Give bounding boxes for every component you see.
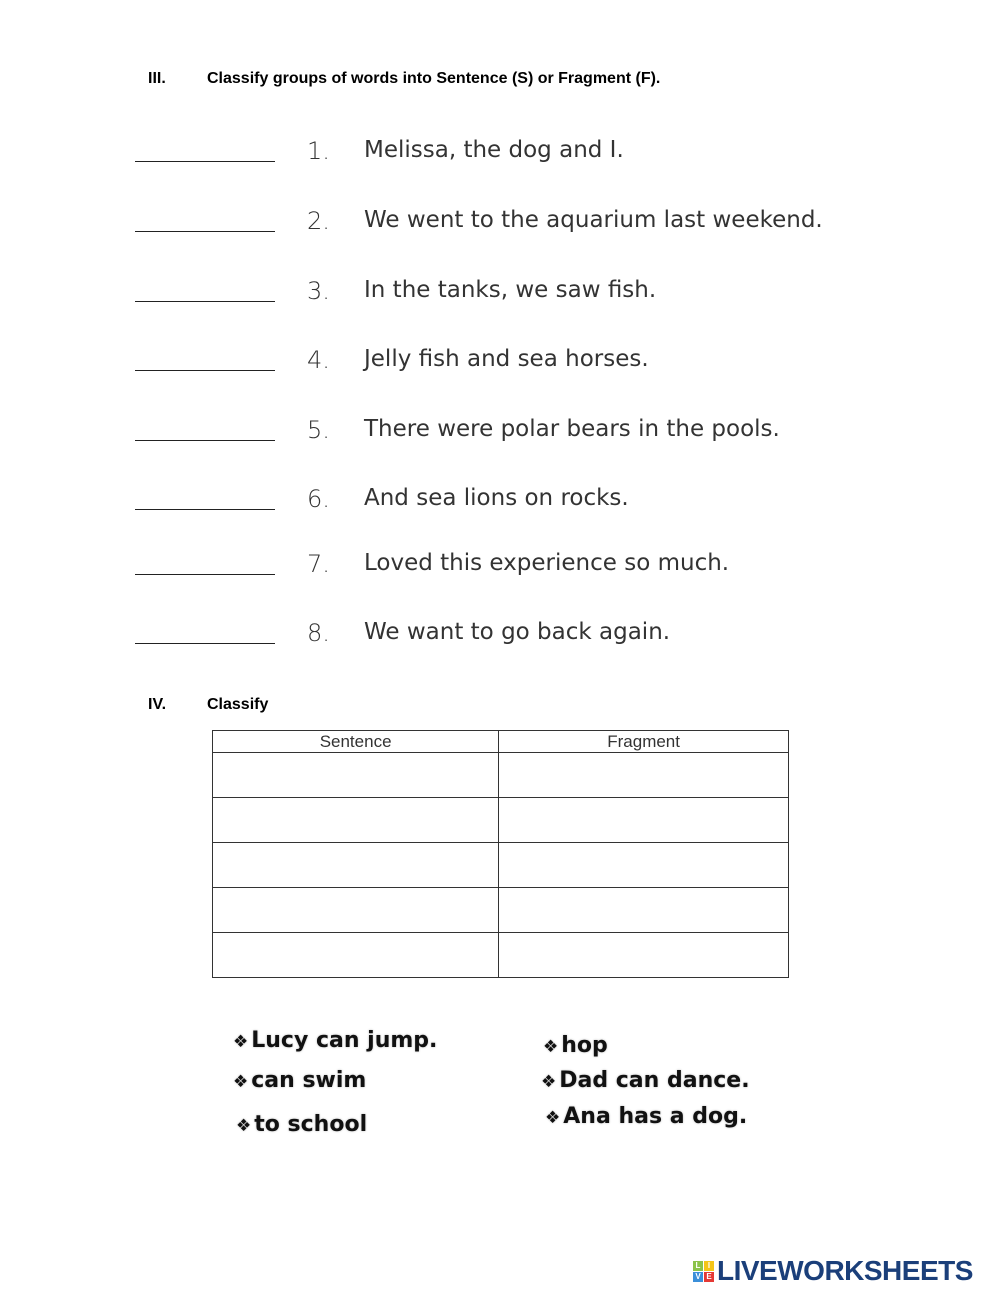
option-text: to school xyxy=(254,1112,368,1137)
question-item xyxy=(135,485,895,519)
item-text: Melissa, the dog and I. xyxy=(364,137,624,163)
answer-blank[interactable] xyxy=(135,440,275,441)
question-item xyxy=(135,346,895,380)
sentence-cell[interactable] xyxy=(213,933,499,978)
table-row xyxy=(213,888,789,933)
item-text: And sea lions on rocks. xyxy=(364,485,629,511)
header-fragment: Fragment xyxy=(499,731,789,753)
answer-blank[interactable] xyxy=(135,509,275,510)
question-item xyxy=(135,277,895,311)
item-text: Jelly fish and sea horses. xyxy=(364,346,649,372)
item-text: There were polar bears in the pools. xyxy=(364,416,780,442)
section-number: IV. xyxy=(148,696,167,713)
item-number: 2. xyxy=(307,207,330,235)
section-title: Classify xyxy=(207,696,269,713)
item-number: 5. xyxy=(307,416,330,444)
sentence-cell[interactable] xyxy=(213,798,499,843)
section-number: III. xyxy=(148,70,166,87)
word-option[interactable] xyxy=(233,1068,366,1093)
table-row xyxy=(213,843,789,888)
bullet-icon: ❖ xyxy=(233,1072,249,1092)
question-item xyxy=(135,137,895,171)
answer-blank[interactable] xyxy=(135,301,275,302)
answer-blank[interactable] xyxy=(135,231,275,232)
logo-text: LIVEWORKSHEETS xyxy=(717,1255,973,1286)
word-option[interactable] xyxy=(233,1028,437,1053)
logo-tile: V xyxy=(693,1272,703,1282)
logo-tile: I xyxy=(704,1261,714,1271)
item-text: Loved this experience so much. xyxy=(364,550,730,576)
word-option[interactable] xyxy=(541,1068,750,1093)
answer-blank[interactable] xyxy=(135,370,275,371)
item-text: In the tanks, we saw fish. xyxy=(364,277,657,303)
table-row xyxy=(213,798,789,843)
question-item xyxy=(135,416,895,450)
classify-table xyxy=(212,730,789,978)
fragment-cell[interactable] xyxy=(499,753,789,798)
word-option[interactable] xyxy=(236,1112,367,1137)
fragment-cell[interactable] xyxy=(499,843,789,888)
fragment-cell[interactable] xyxy=(499,798,789,843)
item-number: 1. xyxy=(307,137,330,165)
sentence-cell[interactable] xyxy=(213,843,499,888)
item-number: 8. xyxy=(307,619,330,647)
sentence-cell[interactable] xyxy=(213,888,499,933)
question-item xyxy=(135,207,895,241)
item-number: 3. xyxy=(307,277,330,305)
bullet-icon: ❖ xyxy=(233,1032,249,1052)
fragment-cell[interactable] xyxy=(499,888,789,933)
bullet-icon: ❖ xyxy=(543,1037,559,1057)
answer-blank[interactable] xyxy=(135,161,275,162)
sentence-cell[interactable] xyxy=(213,753,499,798)
option-text: hop xyxy=(561,1033,608,1058)
fragment-cell[interactable] xyxy=(499,933,789,978)
table-row xyxy=(213,753,789,798)
word-option[interactable] xyxy=(545,1104,747,1129)
table-row xyxy=(213,933,789,978)
question-item xyxy=(135,619,895,653)
bullet-icon: ❖ xyxy=(236,1116,252,1136)
item-text: We went to the aquarium last weekend. xyxy=(364,207,823,233)
header-sentence: Sentence xyxy=(213,731,499,753)
answer-blank[interactable] xyxy=(135,643,275,644)
option-text: Lucy can jump. xyxy=(251,1028,438,1053)
option-text: can swim xyxy=(251,1068,367,1093)
question-item xyxy=(135,550,895,584)
item-number: 4. xyxy=(307,346,330,374)
item-text: We want to go back again. xyxy=(364,619,671,645)
logo-tile: L xyxy=(693,1261,703,1271)
option-text: Dad can dance. xyxy=(559,1068,750,1093)
word-option[interactable] xyxy=(543,1033,608,1058)
option-text: Ana has a dog. xyxy=(563,1104,748,1129)
section-title: Classify groups of words into Sentence (S) or Fragment (F). xyxy=(207,70,661,87)
item-number: 6. xyxy=(307,485,330,513)
logo-tile: E xyxy=(704,1272,714,1282)
answer-blank[interactable] xyxy=(135,574,275,575)
liveworksheets-logo xyxy=(693,1255,973,1287)
bullet-icon: ❖ xyxy=(541,1072,557,1092)
item-number: 7. xyxy=(307,550,330,578)
bullet-icon: ❖ xyxy=(545,1108,561,1128)
